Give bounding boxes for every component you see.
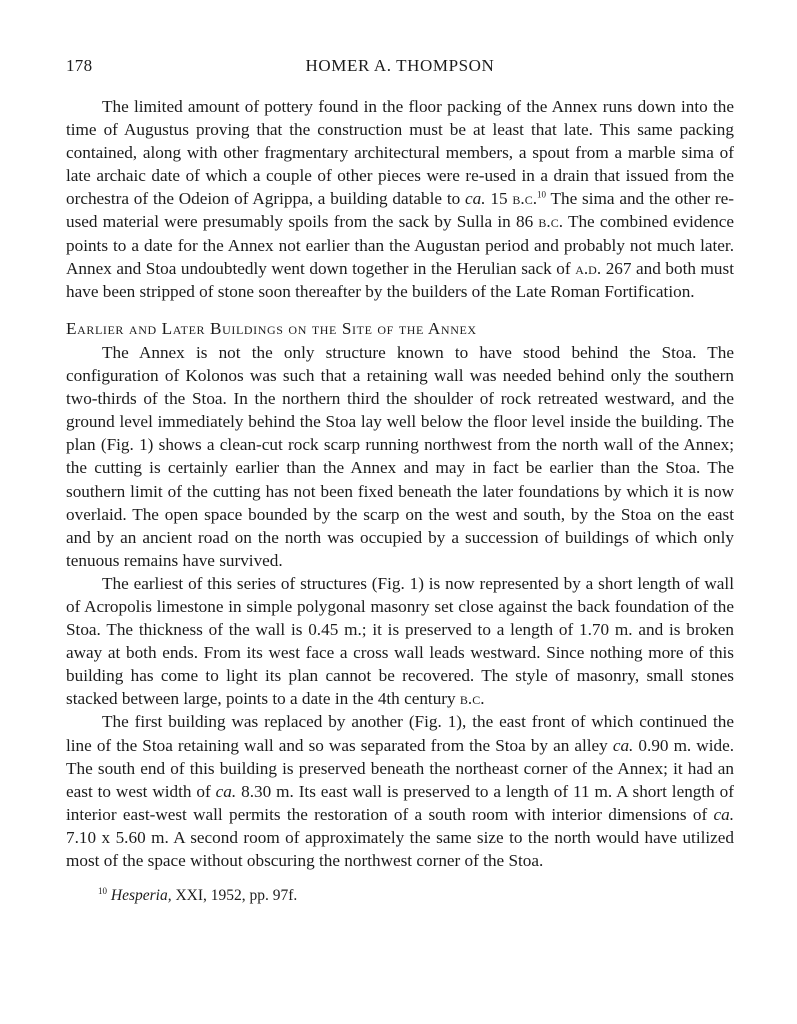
footnote-number: 10 <box>98 885 107 896</box>
running-head <box>66 50 734 76</box>
paragraph-first-building-replaced: The first building was replaced by another (Fig. 1), the east front of which continued the line of the Stoa retaining wall and so was separated from the Stoa by an alley ca. 0.90 m. wide. The south end of this building is preserved beneath the northeast corner of the Annex; it had an east to west width of ca. 8.30 m. Its east wall is preserved to a length of 11 m. A short length of interior east-west wall permits the restoration of a south room with interior dimensions of ca. 7.10 x 5.60 m. A second room of approximately the same size to the north would have utilized most of the space without obscuring the northwest corner of the Stoa. <box>66 712 734 870</box>
body-text <box>66 95 734 872</box>
paragraph-earliest-structure: The earliest of this series of structures (Fig. 1) is now represented by a short length of wall of Acropolis limestone in simple polygonal masonry set close against the back foundation of the Stoa. The thickness of the wall is 0.45 m.; it is preserved to a length of 1.70 m. and is broken away at both ends. From its west face a cross wall leads westward. Since nothing more of this building has come to light its plan cannot be recovered. The style of masonry, small stones stacked between large, points to a date in the 4th century b.c. <box>66 573 734 709</box>
section-heading: Earlier and Later Buildings on the Site of the Annex <box>66 318 477 338</box>
paragraph-site-configuration: The Annex is not the only structure known to have stood behind the Stoa. The configuration of Kolonos was such that a retaining wall was needed behind only the southern two-thirds of the Stoa. In the northern third the shoulder of rock retreated westward, and the ground level immediately behind the Stoa lay well below the floor level inside the building. The plan (Fig. 1) shows a clean-cut rock scarp running northwest from the north wall of the Annex; the cutting is certainly earlier than the Annex and may in fact be earlier than the Stoa. The southern limit of the cutting has not been fixed beneath the later foundations by which it is now overlaid. The open space bounded by the scarp on the west and south, by the Stoa on the east and by an ancient road on the north was occupied by a succession of buildings of which only tenuous remains have survived. <box>66 342 734 570</box>
footnote-journal: Hesperia, <box>110 887 172 905</box>
document-page <box>66 50 734 906</box>
paragraph-pottery-dating: The limited amount of pottery found in the floor packing of the Annex runs down into the time of Augustus proving that the construction must be at least that late. This same packing contained, along with other fragmentary architectural members, a spout from a marble sima of late archaic date of which a couple of other pieces were re-used in a drain that issued from the orchestra of the Odeion of Agrippa, a building datable to ca. 15 b.c.$^{10}$ The sima and the other re-used material were presumably spoils from the sack by Sulla in 86 b.c. The combined evidence points to a date for the Annex not earlier than the Augustan period and probably not much later. Annex and Stoa undoubtedly went down together in the Herulian sack of a.d. 267 and both must have been stripped of stone soon thereafter by the builders of the Late Roman Fortification. <box>66 97 735 301</box>
footnote-reference: 10 <box>537 189 546 200</box>
page-number: 178 <box>66 56 93 75</box>
footnote: $^{10}$ Hesperia, XXI, 1952, pp. 97f. <box>98 885 298 905</box>
running-head-author: HOMER A. THOMPSON <box>305 56 495 75</box>
